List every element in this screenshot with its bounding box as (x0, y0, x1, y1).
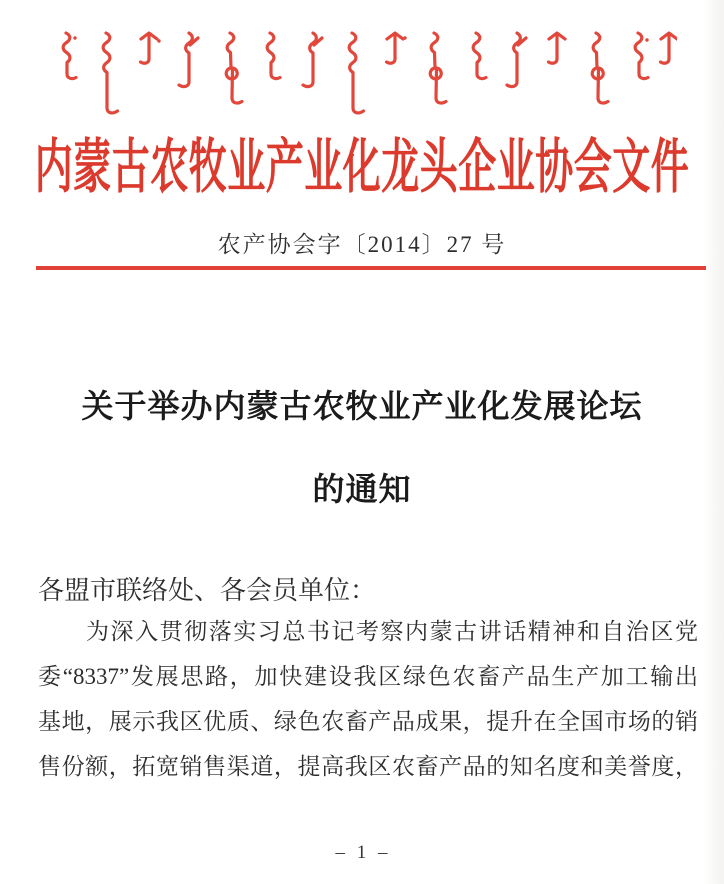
page-number: – 1 – (335, 842, 389, 863)
body-text-line: 为深入贯彻落实习总书记考察内蒙古讲话精神和自治区党 (86, 619, 698, 644)
red-divider-rule (36, 266, 706, 270)
body-text-line: 基地，展示我区优质、绿色农畜产品成果，提升在全国市场的销 (38, 709, 698, 734)
masthead-title: 内蒙古农牧业产业化龙头企业协会文件 (34, 136, 690, 202)
notice-title-line1: 关于举办内蒙古农牧业产业化发展论坛 (81, 388, 643, 424)
body-paragraph (38, 615, 698, 795)
body-text-line: 委“8337”发展思路，加快建设我区绿色农畜产品生产加工输出 (38, 664, 698, 689)
salutation: 各盟市联络处、各会员单位： (38, 576, 377, 605)
body-text-line: 售份额，拓宽销售渠道，提高我区农畜产品的知名度和美誉度， (38, 754, 698, 779)
notice-title-line2: 的通知 (312, 471, 412, 507)
document-number: 农产协会字〔2014〕27 号 (217, 232, 507, 257)
mongolian-script-banner (47, 30, 677, 122)
